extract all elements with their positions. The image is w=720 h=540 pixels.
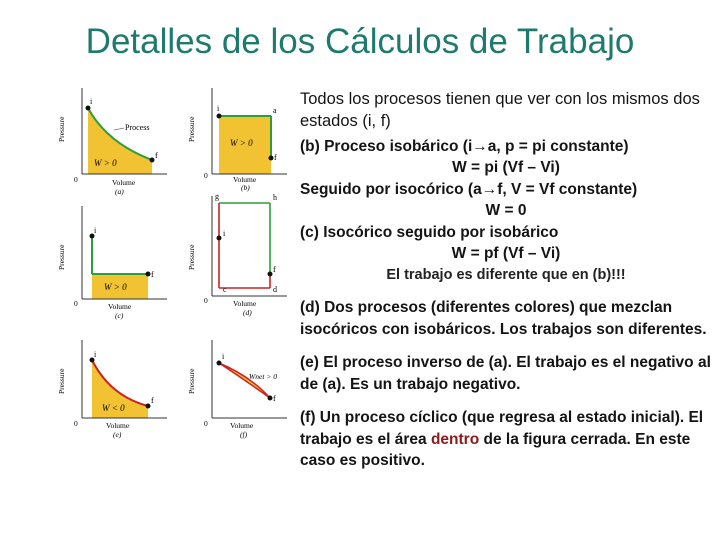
panel-a-zero: 0: [74, 175, 78, 184]
item-c-warning: El trabajo es diferente que en (b)!!!: [386, 267, 626, 283]
panel-c-work: W > 0: [104, 282, 127, 292]
panel-d-label-d: d: [273, 285, 277, 294]
item-f-emph: dentro: [430, 430, 480, 448]
pv-diagrams-svg: [52, 78, 290, 448]
panel-b-work: W > 0: [230, 138, 253, 148]
panel-a-caption: (a): [115, 187, 124, 196]
item-c-formula: W = pf (Vf – Vi): [451, 245, 561, 262]
panel-c: [57, 206, 167, 320]
item-e-text: (e) El proceso inverso de (a). El trabajo es el negativo al de (a). Es un trabajo negativo.: [300, 354, 711, 393]
panel-a-xlabel: Volume: [112, 178, 136, 187]
panel-d-xlabel: Volume: [233, 299, 257, 308]
slide-title: Detalles de los Cálculos de Trabajo: [85, 22, 635, 61]
item-f-pre: (f) Un proceso cíclico (que regresa al estado inicial). El trabajo es el área: [300, 409, 704, 448]
panel-c-caption: (c): [115, 311, 124, 320]
panel-c-point-f: [146, 272, 151, 277]
panel-d: [187, 192, 287, 317]
panel-f-caption: (f): [240, 430, 248, 439]
panel-f-point-f: [268, 396, 273, 401]
panel-d-label-h: h: [273, 193, 277, 202]
panel-c-xlabel: Volume: [108, 302, 132, 311]
panel-a-label-i: i: [90, 97, 93, 106]
panel-a: [57, 88, 167, 196]
item-f-post: de la figura cerrada. En este caso es positivo.: [300, 430, 691, 469]
panel-c-label-i: i: [94, 226, 97, 235]
panel-a-process-pointer: [114, 128, 124, 130]
panel-f-point-i: [217, 361, 222, 366]
panel-e-zero: 0: [74, 419, 78, 428]
panel-c-ylabel: Pressure: [57, 244, 66, 270]
panel-f-label-f: f: [273, 394, 276, 403]
panel-d-label-i: i: [223, 229, 226, 238]
panel-b-point-i: [217, 114, 222, 119]
panel-c-zero: 0: [74, 299, 78, 308]
panel-e-label-f: f: [151, 396, 154, 405]
panel-f: [187, 340, 287, 439]
panel-e-work: W < 0: [102, 403, 125, 413]
pv-diagrams-grid: [52, 78, 290, 448]
panel-b-ylabel: Pressure: [187, 116, 196, 142]
panel-d-label-f: f: [273, 265, 276, 274]
panel-e-ylabel: Pressure: [57, 368, 66, 394]
panel-f-xlabel: Volume: [230, 421, 254, 430]
panel-a-label-f: f: [155, 151, 158, 160]
panel-d-point-i: [217, 236, 222, 241]
panel-e-point-f: [146, 404, 151, 409]
panel-b-label-i: i: [217, 104, 220, 113]
panel-b-caption: (b): [241, 183, 250, 192]
item-b-followed: Seguido por isocórico (a→f, V = Vf constante): [300, 181, 638, 198]
panel-f-zero: 0: [204, 419, 208, 428]
item-f-text: [300, 407, 712, 472]
panel-a-point-i: [86, 106, 91, 111]
panel-d-point-f: [268, 272, 273, 277]
panel-d-caption: (d): [243, 308, 252, 317]
panel-e-label-i: i: [94, 350, 97, 359]
explanation-column: [300, 88, 712, 472]
panel-b-point-f: [269, 156, 274, 161]
panel-f-label-i: i: [222, 352, 225, 361]
panel-e: [57, 340, 167, 439]
panel-b-label-f: f: [274, 153, 277, 162]
panel-d-ylabel: Pressure: [187, 244, 196, 270]
item-b-w0: W = 0: [485, 202, 527, 219]
panel-d-label-g: g: [215, 192, 219, 201]
item-b-text: (b) Proceso isobárico (i→a, p = pi constante): [300, 138, 629, 155]
panel-e-caption: (e): [113, 430, 122, 439]
panel-b: [187, 88, 287, 192]
intro-text: Todos los procesos tienen que ver con los mismos dos estados (i, f): [300, 90, 700, 130]
panel-a-point-f: [150, 158, 155, 163]
panel-a-ylabel: Pressure: [57, 116, 66, 142]
panel-f-ylabel: Pressure: [187, 368, 196, 394]
item-d-text: (d) Dos procesos (diferentes colores) que mezclan isocóricos con isobáricos. Los trabajos son diferentes.: [300, 299, 707, 338]
panel-d-label-c: c: [223, 285, 227, 294]
panel-b-xlabel: Volume: [233, 175, 257, 184]
panel-a-process-label: Process: [125, 123, 150, 132]
panel-c-label-f: f: [151, 270, 154, 279]
panel-e-xlabel: Volume: [106, 421, 130, 430]
item-b-formula: W = pi (Vf – Vi): [452, 159, 560, 176]
panel-a-work: W > 0: [94, 158, 117, 168]
panel-f-work: Wnet > 0: [249, 372, 277, 381]
panel-d-zero: 0: [204, 296, 208, 305]
panel-b-label-a: a: [273, 106, 277, 115]
panel-b-zero: 0: [204, 171, 208, 180]
item-c-text: (c) Isocórico seguido por isobárico: [300, 224, 559, 241]
